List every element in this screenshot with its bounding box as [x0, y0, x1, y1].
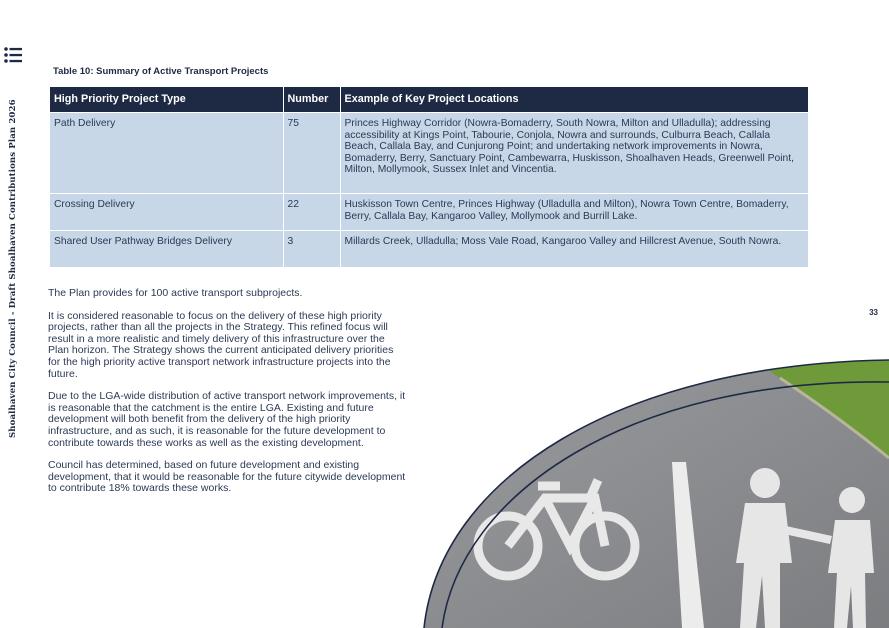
- paragraph: It is considered reasonable to focus on the delivery of these high priority projects, rather than all the projects in the Strategy. This refined focus will result in a more realistic and timely delivery of this infrastructure over the Plan horizon. The Strategy shows the current anticipated delivery priorities for the high priority active transport network infrastructure projects into the future.: [48, 309, 394, 380]
- cell-number: 22: [283, 194, 340, 231]
- table-row: [50, 231, 808, 267]
- cell-number: 75: [283, 113, 340, 194]
- paragraph: The Plan provides for 100 active transport subprojects.: [48, 287, 303, 299]
- cell-number: 3: [283, 231, 340, 267]
- list-menu-icon[interactable]: [4, 47, 22, 63]
- paragraph: Council has determined, based on future development and existing development, that it would be reasonable for the future citywide development to contribute 18% towards these works.: [48, 459, 406, 495]
- cell-project-type: Crossing Delivery: [50, 194, 283, 231]
- table-header-row: [50, 87, 808, 113]
- table-row: [50, 194, 808, 231]
- table-row: [50, 113, 808, 194]
- cell-locations: Huskisson Town Centre, Princes Highway (Ulladulla and Milton), Nowra Town Centre, Bomaderry, Berry, Callala Bay, Kangaroo Valley, Mollymook and Burrill Lake.: [340, 194, 808, 231]
- column-header-number: Number: [283, 87, 340, 113]
- document-side-title: Shoalhaven City Council - Draft Shoalhaven Contributions Plan 2026: [8, 99, 18, 438]
- paragraph: Due to the LGA-wide distribution of active transport network improvements, it is reasonable that the catchment is the entire LGA. Existing and future development will both benefit from the delivery of the high priority infrastructure, and as such, it is reasonable for the future development to contribute towards these works as well as the existing development.: [48, 390, 406, 449]
- cell-project-type: Path Delivery: [50, 113, 283, 194]
- shared-path-photo: [420, 358, 889, 628]
- active-transport-summary-table: [50, 87, 808, 267]
- cell-locations: Princes Highway Corridor (Nowra-Bomaderry, South Nowra, Milton and Ulladulla); addressing accessibility at Kings Point, Tabourie, Conjola, Nowra and surrounds, Culburra Beach, Callala Beach, Callala Bay, and Cunjurong Point; and undertaking network improvements in Nowra, Bomaderry, Berry, Sanctuary Point, Cambewarra, Huskisson, Shoalhaven Heads, Greenwell Point, Milton, Mollymook, Sussex Inlet and Vincentia.: [340, 113, 808, 194]
- page-number: 33: [869, 308, 878, 317]
- cell-locations: Millards Creek, Ulladulla; Moss Vale Road, Kangaroo Valley and Hillcrest Avenue, South Nowra.: [340, 231, 808, 267]
- column-header-locations: Example of Key Project Locations: [340, 87, 808, 113]
- column-header-project-type: High Priority Project Type: [50, 87, 283, 113]
- cell-project-type: Shared User Pathway Bridges Delivery: [50, 231, 283, 267]
- table-caption: Table 10: Summary of Active Transport Projects: [53, 66, 269, 77]
- body-text: [48, 288, 408, 506]
